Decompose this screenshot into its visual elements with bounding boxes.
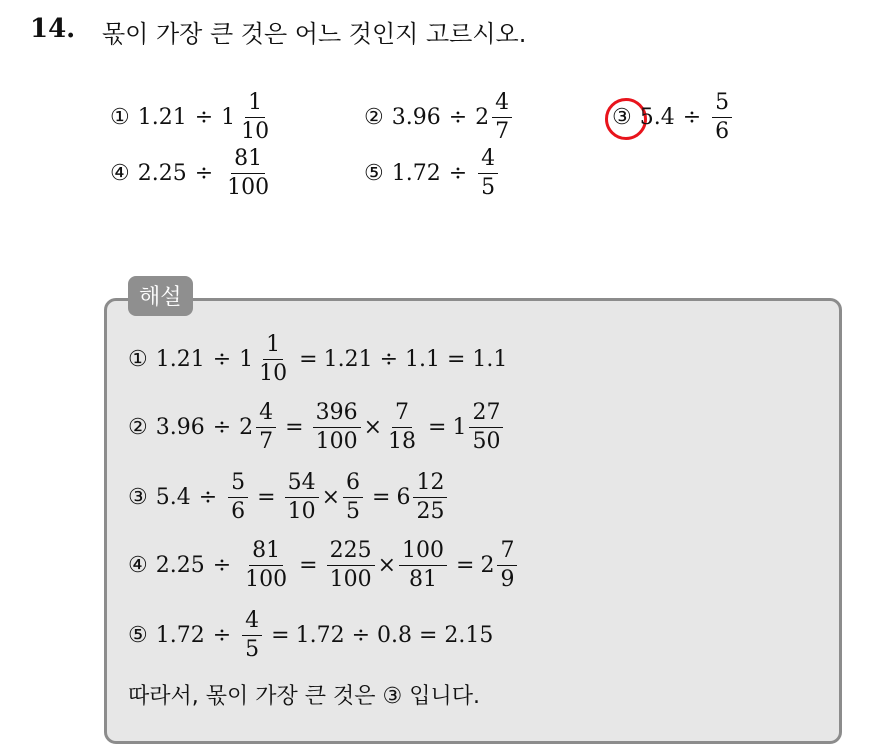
- solution-2-result-whole: 1: [452, 415, 467, 440]
- option-5-fraction: [478, 148, 498, 199]
- question-number: 14.: [30, 14, 76, 44]
- option-4-numerator: 81: [231, 148, 265, 174]
- option-5-dividend: 1.72: [391, 161, 441, 186]
- solution-tag: 해설: [128, 276, 193, 316]
- option-3-dividend: 5.4: [639, 105, 675, 130]
- solution-2-mark: ②: [128, 415, 148, 440]
- solution-4-factor-1-numerator: 225: [327, 540, 375, 566]
- solution-5-dividend: 1.72: [155, 623, 205, 648]
- solution-2-factor-2-numerator: 7: [392, 402, 412, 428]
- solution-2-result-numerator: 27: [469, 402, 503, 428]
- option-2-fraction: [492, 92, 512, 143]
- option-2-mark: ②: [364, 105, 384, 130]
- option-1-dividend: 1.21: [137, 105, 187, 130]
- solution-2-whole: 2: [239, 415, 254, 440]
- solution-2-result-denominator: 50: [472, 429, 501, 454]
- solution-4-dividend: 2.25: [155, 553, 205, 578]
- option-4-mark: ④: [110, 161, 130, 186]
- solution-5-mark: ⑤: [128, 623, 148, 648]
- solution-5-operator: ÷: [212, 623, 232, 648]
- option-4-operator: ÷: [194, 161, 214, 186]
- option-1-fraction: [238, 92, 272, 143]
- solution-2-operator: ÷: [212, 415, 232, 440]
- solution-5-rest: 1.72 ÷ 0.8 = 2.15: [295, 623, 494, 648]
- solution-3-factor-1: [285, 472, 319, 523]
- solution-4-result-fraction: [497, 540, 517, 591]
- option-3-operator: ÷: [682, 105, 702, 130]
- option-1-operator: ÷: [194, 105, 214, 130]
- solution-4-mark: ④: [128, 553, 148, 578]
- solution-3-equals-2: =: [372, 485, 391, 510]
- solution-3-result-fraction: [413, 472, 447, 523]
- solution-2-factor-1-denominator: 100: [315, 429, 358, 454]
- solution-4-denominator: 100: [245, 567, 288, 592]
- solution-2-factor-2-denominator: 18: [388, 429, 417, 454]
- option-4-dividend: 2.25: [137, 161, 187, 186]
- solution-2-fraction: [256, 402, 276, 453]
- option-5-numerator: 4: [478, 148, 498, 174]
- solution-1-denominator: 10: [259, 361, 288, 386]
- option-5-denominator: 5: [481, 175, 496, 200]
- solution-2-equals-2: =: [428, 415, 447, 440]
- solution-1-rest: 1.21 ÷ 1.1 = 1.1: [323, 347, 508, 372]
- solution-4-equals-2: =: [456, 553, 475, 578]
- solution-line-5: [128, 610, 493, 661]
- option-1-denominator: 10: [241, 119, 270, 144]
- solution-3-dividend: 5.4: [155, 485, 191, 510]
- option-3-fraction: [712, 92, 732, 143]
- option-2-denominator: 7: [495, 119, 510, 144]
- solution-line-3: [128, 472, 450, 523]
- option-1[interactable]: [110, 92, 275, 143]
- solution-2-times: ×: [363, 415, 383, 440]
- option-3[interactable]: [612, 92, 735, 143]
- option-5[interactable]: [364, 148, 501, 199]
- option-1-whole: 1: [221, 105, 236, 130]
- solution-4-factor-1-denominator: 100: [329, 567, 372, 592]
- solution-1-operator: ÷: [212, 347, 232, 372]
- solution-line-4: [128, 540, 520, 591]
- solution-4-factor-2: [399, 540, 447, 591]
- option-2-operator: ÷: [448, 105, 468, 130]
- option-2-whole: 2: [475, 105, 490, 130]
- solution-3-times: ×: [321, 485, 341, 510]
- solution-2-result-fraction: [469, 402, 503, 453]
- option-1-numerator: 1: [245, 92, 265, 118]
- solution-1-equals: =: [299, 347, 318, 372]
- solution-1-mark: ①: [128, 347, 148, 372]
- solution-3-factor-1-numerator: 54: [285, 472, 319, 498]
- solution-line-1: [128, 334, 507, 385]
- option-1-mark: ①: [110, 105, 130, 130]
- solution-3-denominator: 6: [231, 499, 246, 524]
- solution-4-numerator: 81: [249, 540, 283, 566]
- option-4-denominator: 100: [227, 175, 270, 200]
- solution-1-dividend: 1.21: [155, 347, 205, 372]
- solution-3-mark: ③: [128, 485, 148, 510]
- solution-3-operator: ÷: [198, 485, 218, 510]
- option-5-mark: ⑤: [364, 161, 384, 186]
- option-2[interactable]: [364, 92, 515, 143]
- solution-1-numerator: 1: [263, 334, 283, 360]
- solution-5-fraction: [242, 610, 262, 661]
- solution-4-factor-1: [327, 540, 375, 591]
- solution-5-denominator: 5: [245, 637, 260, 662]
- solution-4-factor-2-denominator: 81: [409, 567, 438, 592]
- solution-1-whole: 1: [239, 347, 254, 372]
- solution-2-equals: =: [285, 415, 304, 440]
- solution-4-equals: =: [299, 553, 318, 578]
- solution-2-denominator: 7: [259, 429, 274, 454]
- solution-3-equals: =: [257, 485, 276, 510]
- option-2-dividend: 3.96: [391, 105, 441, 130]
- solution-4-result-whole: 2: [480, 553, 495, 578]
- solution-2-factor-1: [313, 402, 361, 453]
- option-3-numerator: 5: [712, 92, 732, 118]
- solution-2-numerator: 4: [256, 402, 276, 428]
- solution-2-dividend: 3.96: [155, 415, 205, 440]
- solution-4-fraction: [242, 540, 290, 591]
- solution-3-fraction: [228, 472, 248, 523]
- option-4-fraction: [224, 148, 272, 199]
- solution-3-factor-2: [343, 472, 363, 523]
- option-3-mark: ③: [612, 105, 632, 130]
- solution-5-numerator: 4: [242, 610, 262, 636]
- solution-2-factor-1-numerator: 396: [313, 402, 361, 428]
- solution-5-equals: =: [271, 623, 290, 648]
- solution-3-numerator: 5: [228, 472, 248, 498]
- solution-4-result-denominator: 9: [500, 567, 515, 592]
- solution-4-operator: ÷: [212, 553, 232, 578]
- option-3-denominator: 6: [715, 119, 730, 144]
- solution-2-factor-2: [385, 402, 419, 453]
- solution-4-factor-2-numerator: 100: [399, 540, 447, 566]
- solution-3-factor-2-numerator: 6: [343, 472, 363, 498]
- question-text: 몫이 가장 큰 것은 어느 것인지 고르시오.: [102, 20, 527, 48]
- solution-3-result-whole: 6: [396, 485, 411, 510]
- option-2-numerator: 4: [492, 92, 512, 118]
- solution-3-factor-1-denominator: 10: [287, 499, 316, 524]
- solution-1-fraction: [256, 334, 290, 385]
- solution-line-2: [128, 402, 506, 453]
- solution-4-result-numerator: 7: [497, 540, 517, 566]
- option-5-operator: ÷: [448, 161, 468, 186]
- solution-3-result-numerator: 12: [413, 472, 447, 498]
- solution-4-times: ×: [377, 553, 397, 578]
- option-4[interactable]: [110, 148, 275, 199]
- solution-3-factor-2-denominator: 5: [346, 499, 361, 524]
- solution-conclusion: 따라서, 몫이 가장 큰 것은 ③ 입니다.: [128, 684, 480, 709]
- solution-3-result-denominator: 25: [416, 499, 445, 524]
